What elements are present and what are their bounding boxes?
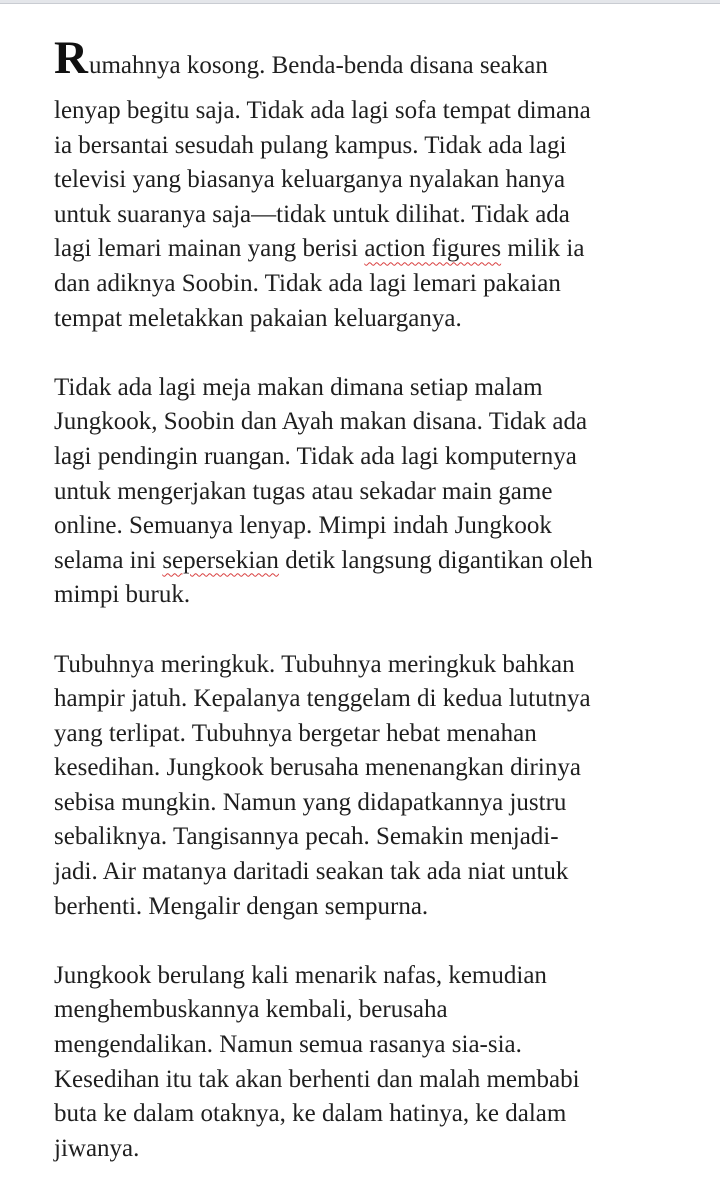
text-line — [54, 820, 676, 855]
paragraph-2 — [54, 371, 676, 613]
text-line — [54, 129, 676, 164]
text-span: lagi lemari mainan yang berisi — [54, 235, 365, 263]
text-span: televisi yang biasanya keluarganya nyalakan hanya — [54, 166, 566, 194]
text-line — [54, 198, 676, 233]
text-line — [54, 786, 676, 821]
text-span: dan adiknya Soobin. Tidak ada lagi lemari pakaian — [54, 269, 561, 297]
text-span: buta ke dalam otaknya, ke dalam hatinya, ke dalam — [54, 1100, 567, 1128]
text-span: Kesedihan itu tak akan berhenti dan malah membabi — [54, 1065, 580, 1093]
text-span: umahnya kosong. Benda-benda disana seakan — [88, 52, 548, 79]
text-span: sebaliknya. Tangisannya pecah. Semakin menjadi- — [54, 823, 559, 851]
text-line — [54, 405, 676, 440]
text-line — [54, 232, 676, 267]
text-line — [54, 302, 676, 337]
text-span: yang terlipat. Tubuhnya bergetar hebat menahan — [54, 719, 537, 747]
text-span: untuk mengerjakan tugas atau sekadar main game — [54, 477, 553, 505]
text-span: milik ia — [501, 235, 585, 263]
text-line — [54, 993, 676, 1028]
text-span: mengendalikan. Namun semua rasanya sia-sia. — [54, 1031, 522, 1059]
text-span: Jungkook, Soobin dan Ayah makan disana. Tidak ada — [54, 408, 588, 436]
text-span: Tidak ada lagi meja makan dimana setiap malam — [54, 373, 543, 401]
text-span: tempat meletakkan pakaian keluarganya. — [54, 304, 462, 332]
text-line — [54, 959, 676, 994]
text-span: detik langsung digantikan oleh — [278, 546, 593, 574]
document-page — [0, 4, 720, 1200]
text-span: jiwanya. — [54, 1134, 140, 1162]
text-line — [54, 475, 676, 510]
spellcheck-flagged-word[interactable]: sepersekian — [162, 546, 279, 574]
text-line — [54, 32, 676, 94]
text-span: selama ini — [54, 546, 163, 574]
text-line — [54, 267, 676, 302]
text-span: sebisa mungkin. Namun yang didapatkannya justru — [54, 788, 567, 816]
text-span: menghembuskannya kembali, berusaha — [54, 996, 448, 1024]
text-span: online. Semuanya lenyap. Mimpi indah Jungkook — [54, 512, 552, 540]
text-span: mimpi buruk. — [54, 581, 191, 609]
text-line — [54, 717, 676, 752]
text-span: Tubuhnya meringkuk. Tubuhnya meringkuk bahkan — [54, 650, 575, 678]
text-span: ia bersantai sesudah pulang kampus. Tidak ada lagi — [54, 131, 567, 159]
text-line — [54, 94, 676, 129]
text-span: kesedihan. Jungkook berusaha menenangkan dirinya — [54, 754, 581, 782]
text-line — [54, 890, 676, 925]
text-line — [54, 509, 676, 544]
text-span: lagi pendingin ruangan. Tidak ada lagi komputernya — [54, 442, 577, 470]
text-line — [54, 855, 676, 890]
spellcheck-flagged-word[interactable]: action figures — [364, 235, 502, 263]
text-line — [54, 544, 676, 579]
text-line — [54, 1063, 676, 1098]
text-span: hampir jatuh. Kepalanya tenggelam di kedua lututnya — [54, 685, 591, 713]
text-line — [54, 578, 676, 613]
paragraph-4 — [54, 959, 676, 1167]
drop-cap-letter: R — [54, 32, 88, 84]
text-line — [54, 440, 676, 475]
text-span: lenyap begitu saja. Tidak ada lagi sofa tempat dimana — [54, 97, 591, 124]
text-line — [54, 163, 676, 198]
text-line — [54, 682, 676, 717]
paragraph-1 — [54, 32, 676, 336]
text-line — [54, 1028, 676, 1063]
paragraph-3 — [54, 648, 676, 925]
text-line — [54, 1132, 676, 1167]
text-line — [54, 371, 676, 406]
text-span: jadi. Air matanya daritadi seakan tak ada niat untuk — [54, 858, 569, 886]
text-span: berhenti. Mengalir dengan sempurna. — [54, 892, 429, 920]
text-line — [54, 648, 676, 683]
text-span: Jungkook berulang kali menarik nafas, kemudian — [54, 961, 547, 989]
text-line — [54, 751, 676, 786]
text-line — [54, 1097, 676, 1132]
text-span: untuk suaranya saja—tidak untuk dilihat. Tidak ada — [54, 200, 570, 228]
